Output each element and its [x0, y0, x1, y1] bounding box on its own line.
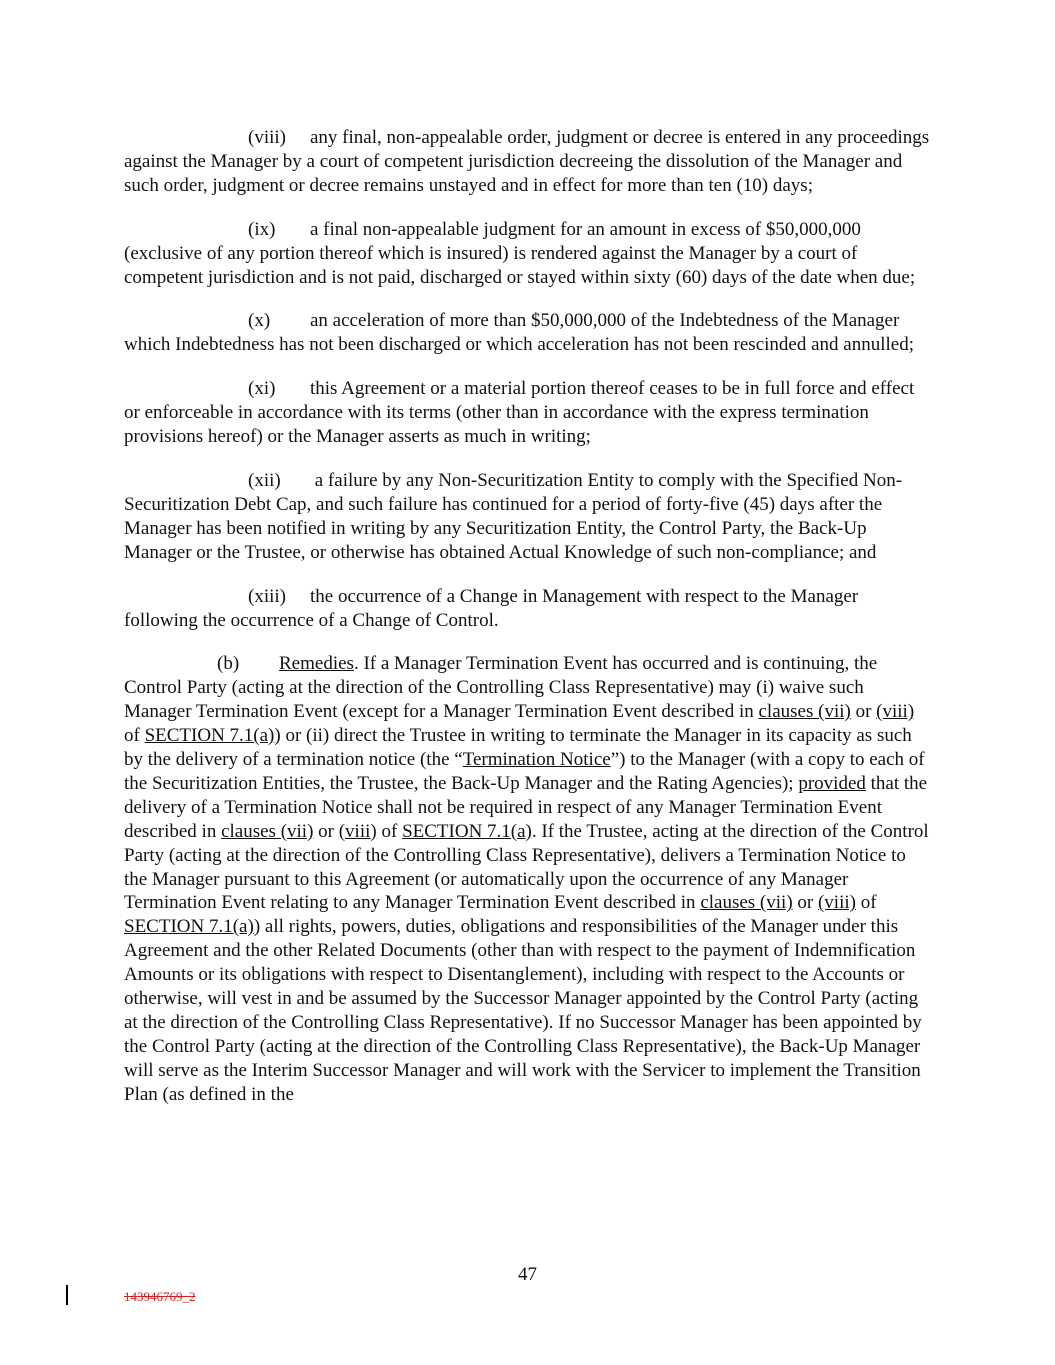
- cross-reference: SECTION 7.1(a): [124, 916, 254, 938]
- defined-term: Termination Notice: [462, 749, 611, 771]
- clause-number: (xi): [248, 378, 276, 400]
- remedies-text: . If a Manager Termination Event has occurred and is continuing, the Control Party (acting at the direction of the Controlling Class Representative) may (i) waive such Manager Termination Event (except for a Manager Termination Event described in: [124, 653, 878, 723]
- remedies-text: of: [376, 820, 403, 842]
- cross-reference: (viii): [817, 892, 856, 914]
- document-id: 143946769_2: [124, 1289, 196, 1304]
- remedies-text: or: [850, 701, 877, 723]
- cross-reference: (viii): [338, 820, 377, 842]
- clause-text: any final, non-appealable order, judgment or decree is entered in any proceedings against the Manager by a court of competent jurisdiction decreeing the dissolution of the Manager and such order, judgment or decree remains unstayed and in effect for more than ten (10) days;: [124, 127, 930, 196]
- change-bar: [66, 1285, 68, 1305]
- remedies-text: ) or (ii) direct the Trustee in writing to terminate the Manager in its capacity as such by the delivery of a termination notice (the “: [124, 725, 912, 771]
- clause-text: a failure by any Non-Securitization Entity to comply with the Specified Non-Securitization Debt Cap, and such failure has continued for a period of forty-five (45) days after the Manager has been notified in writing by any Securitization Entity, the Control Party, the Back-Up Manager or the Trustee, or otherwise has obtained Actual Knowledge of such non-compliance; and: [124, 469, 903, 563]
- remedies-text: ”) to the Manager (with a copy to each of the Securitization Entities, the Trustee, the Back-Up Manager and the Rating Agencies);: [124, 749, 925, 794]
- clause-xi: [124, 377, 930, 449]
- cross-reference: SECTION 7.1(a): [402, 820, 532, 842]
- clause-text: this Agreement or a material portion thereof ceases to be in full force and effect or enforceable in accordance with its terms (other than in accordance with the express termination provisions hereof) or the Manager asserts as much in writing;: [124, 378, 915, 448]
- remedies-text: or: [313, 820, 339, 842]
- remedies-text: of: [124, 725, 145, 747]
- clause-xiii: [124, 585, 930, 633]
- clause-text: the occurrence of a Change in Management with respect to the Manager following the occurrence of a Change of Control.: [124, 585, 859, 631]
- clause-number: (ix): [248, 218, 276, 240]
- clause-number: (xii): [248, 469, 281, 491]
- document-body: [124, 126, 930, 1107]
- clause-text: an acceleration of more than $50,000,000 of the Indebtedness of the Manager which Indebtedness has not been discharged or which acceleration has not been rescinded and annulled;: [124, 310, 914, 356]
- remedies-text: of: [855, 892, 877, 914]
- clause-number: (b): [217, 653, 240, 675]
- clause-xii: [124, 469, 930, 565]
- remedies-text: or: [792, 892, 818, 914]
- clause-viii: [124, 126, 930, 198]
- clause-number: (viii): [248, 127, 286, 148]
- cross-reference: clauses (vii): [700, 892, 793, 914]
- cross-reference: clauses (vii): [221, 820, 314, 842]
- remedies-paragraph: [124, 652, 930, 1106]
- remedies-text: . If the Trustee, acting at the direction of the Control Party (acting at the direction of the Controlling Class Representative), delivers a Termination Notice to the Manager pursuant to this Agreement (or automatically upon the occurrence of any Manager Termination Event relating to any Manager Termination Event described in: [124, 820, 929, 914]
- cross-reference: SECTION 7.1(a): [144, 725, 275, 747]
- remedies-text: ) all rights, powers, duties, obligations and responsibilities of the Manager under this Agreement and the other Related Documents (other than with respect to the payment of Indemnification Amounts or its obligations with respect to Disentanglement), including with respect to the Accounts or otherwise, will vest in and be assumed by the Successor Manager appointed by the Control Party (acting at the direction of the Controlling Class Representative). If no Successor Manager has been appointed by the Control Party (acting at the direction of the Controlling Class Representative), the Back-Up Manager will serve as the Interim Successor Manager and will work with the Servicer to implement the Transition Plan (as defined in the: [124, 916, 922, 1105]
- cross-reference: clauses (vii): [758, 701, 851, 723]
- clause-x: [124, 309, 930, 357]
- cross-reference: (viii): [876, 701, 915, 723]
- clause-number: (x): [248, 310, 271, 332]
- clause-text: a final non-appealable judgment for an amount in excess of $50,000,000 (exclusive of any portion thereof which is insured) is rendered against the Manager by a court of competent jurisdiction and is not paid, discharged or stayed within sixty (60) days of the date when due;: [124, 218, 916, 288]
- clause-number: (xiii): [248, 585, 286, 607]
- remedies-text: that the delivery of a Termination Notice shall not be required in respect of any Manager Termination Event described in: [124, 772, 928, 842]
- page-number: 47: [518, 1264, 537, 1285]
- clause-ix: [124, 218, 930, 290]
- proviso: provided: [798, 772, 866, 794]
- remedies-heading: Remedies: [279, 653, 354, 675]
